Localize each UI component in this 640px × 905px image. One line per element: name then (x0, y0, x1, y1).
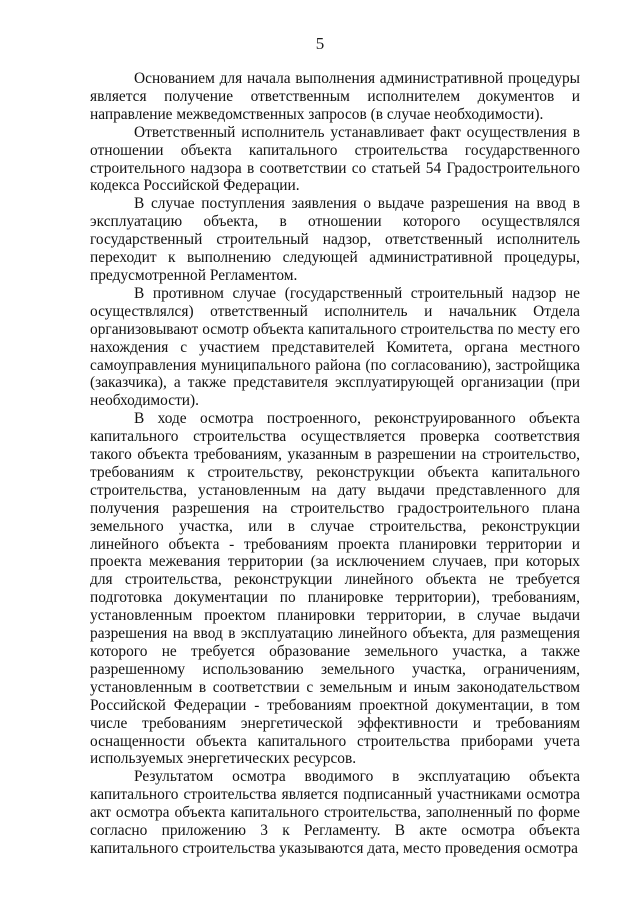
paragraph-inspection-check: В ходе осмотра построенного, реконструированного объекта капитального строительства осуществляется проверка соответствия такого объекта требованиям, указанным в разрешении на строительство, требованиям к строительству, реконструкции объекта капитального строительства, установленным на дату выдачи представленного для получения разрешения на строительство градостроительного плана земельного участка, или в случае строительства, реконструкции линейного объекта - требованиям проекта планировки территории и проекта межевания территории (за исключением случаев, при которых для строительства, реконструкции линейного объекта не требуется подготовка документации по планировке территории), требованиям, установленным проектом планировки территории, в случае выдачи разрешения на ввод в эксплуатацию линейного объекта, для размещения которого не требуется образование земельного участка, а также разрешенному использованию земельного участка, ограничениям, установленным в соответствии с земельным и иным законодательством Российской Федерации - требованиям проектной документации, в том числе требованиям энергетической эффективности и требованиям оснащенности объекта капитального строительства приборами учета используемых энергетических ресурсов. (90, 410, 580, 768)
paragraph-supervision-fact: Ответственный исполнитель устанавливает факт осуществления в отношении объекта капитального строительства государственного строительного надзора в соответствии со статьей 54 Градостроительного кодекса Российской Федерации. (90, 123, 580, 195)
page-number: 5 (315, 34, 325, 53)
paragraph-inspection-organization: В противном случае (государственный строительный надзор не осуществлялся) ответственный исполнитель и начальник Отдела организовывают осмотр объекта капитального строительства по месту его нахождения с участием представителей Комитета, органа местного самоуправления муниципального района (по согласованию), застройщика (заказчика), а также представителя эксплуатирующей организации (при необходимости). (90, 284, 580, 410)
document-body (90, 70, 580, 858)
paragraph-application-case: В случае поступления заявления о выдаче разрешения на ввод в эксплуатацию объекта, в отношении которого осуществлялся государственный строительный надзор, ответственный исполнитель переходит к выполнению следующей административной процедуры, предусмотренной Регламентом. (90, 195, 580, 284)
paragraph-basis: Основанием для начала выполнения административной процедуры является получение ответственным исполнителем документов и направление межведомственных запросов (в случае необходимости). (90, 70, 580, 123)
paragraph-inspection-result: Результатом осмотра вводимого в эксплуатацию объекта капитального строительства является подписанный участниками осмотра акт осмотра объекта капитального строительства, заполненный по форме согласно приложению 3 к Регламенту. В акте осмотра объекта капитального строительства указываются дата, место проведения осмотра (90, 768, 580, 857)
